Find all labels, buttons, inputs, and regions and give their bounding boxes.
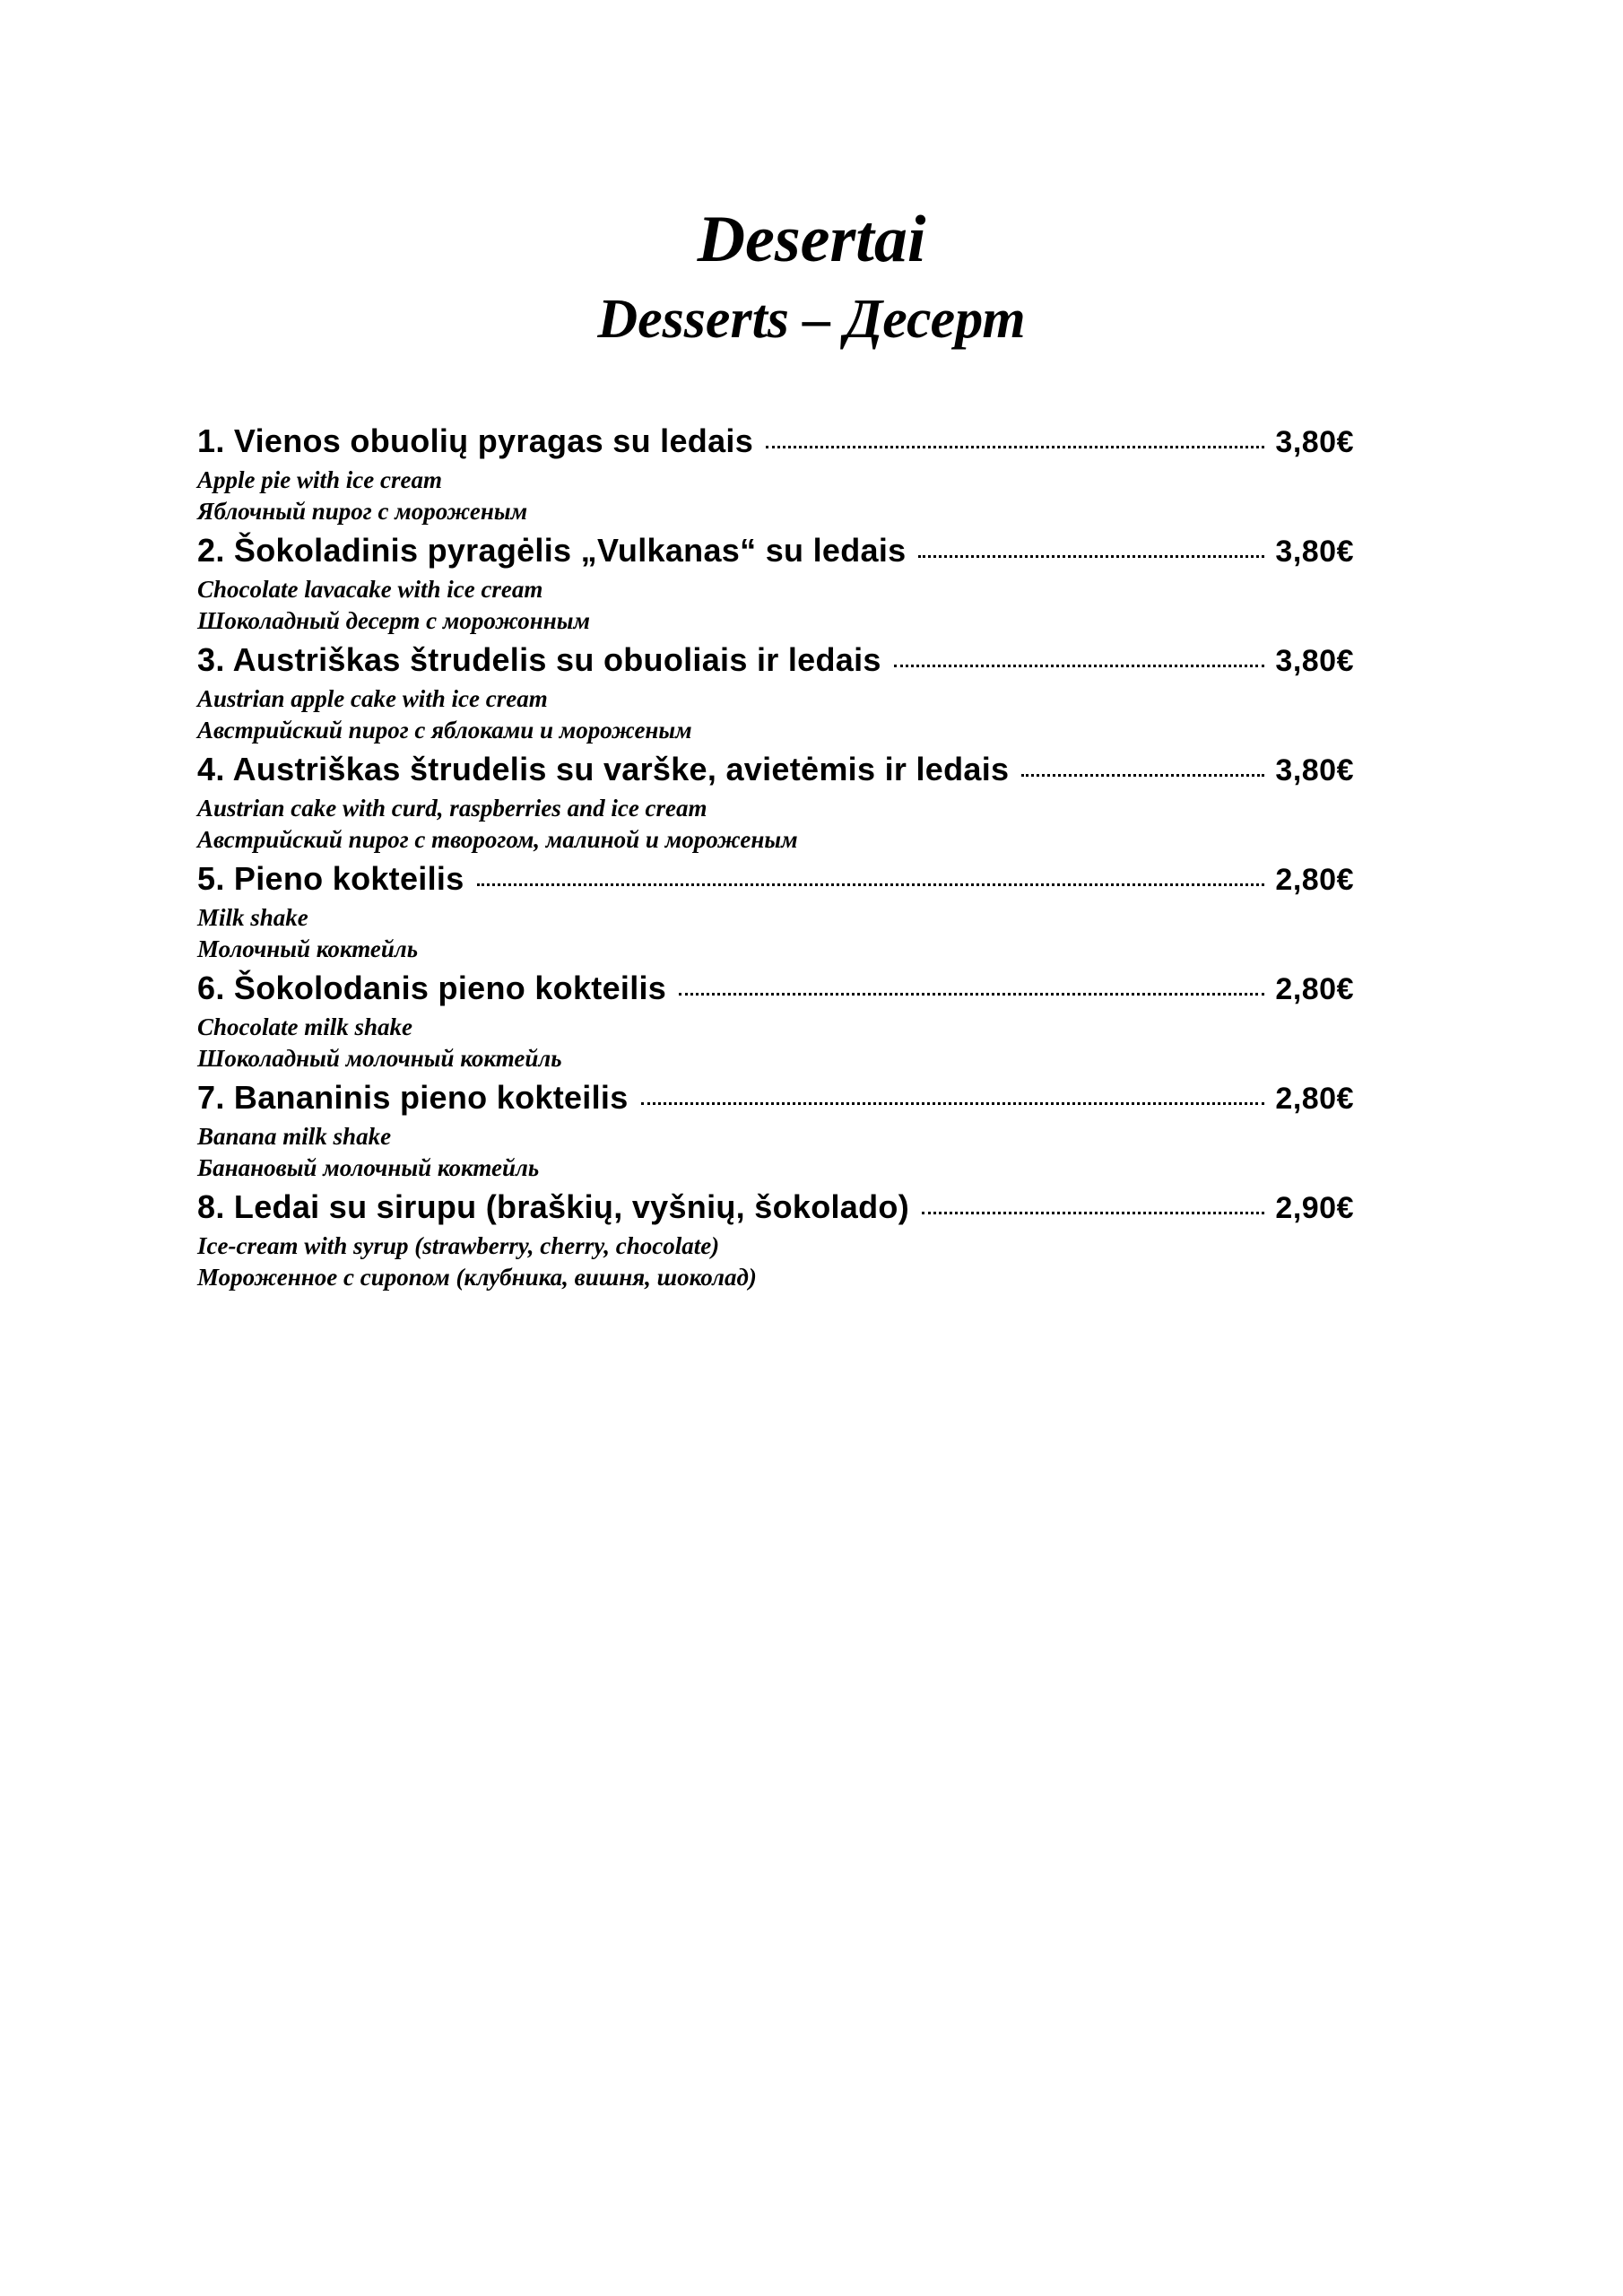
menu-item-price: 2,80€: [1275, 972, 1354, 1006]
dotted-leader: [641, 1102, 1265, 1105]
dotted-leader: [918, 555, 1264, 558]
menu-item: [197, 965, 1363, 1074]
dotted-leader: [766, 446, 1264, 448]
menu-item-price: 3,80€: [1275, 535, 1354, 569]
menu-item-name: 2. Šokoladinis pyragėlis „Vulkanas“ su ledais: [197, 532, 907, 569]
dotted-leader: [477, 883, 1265, 886]
menu-item-english: Ice-cream with syrup (strawberry, cherry, chocolate): [197, 1232, 720, 1259]
menu-item-name: 6. Šokolodanis pieno kokteilis: [197, 970, 667, 1006]
menu-item-row: [197, 856, 1354, 902]
menu-item: [197, 856, 1363, 965]
menu-item: [197, 746, 1363, 856]
page-title: Desertai: [697, 203, 926, 276]
menu-item-row: [197, 1074, 1354, 1121]
menu-item-name: 1. Vienos obuolių pyragas su ledais: [197, 422, 754, 459]
dotted-leader: [1021, 774, 1264, 777]
menu-item: [197, 527, 1363, 637]
page-subtitle: Desserts – Десерт: [597, 289, 1026, 350]
dotted-leader: [679, 993, 1264, 996]
menu-item-row: [197, 746, 1354, 793]
menu-item-name: 4. Austriškas štrudelis su varške, avietėmis ir ledais: [197, 751, 1010, 787]
menu-item-russian: Яблочный пирог с мороженым: [197, 498, 528, 525]
menu-item-russian: Молочный коктейль: [197, 935, 419, 962]
menu-item-price: 3,80€: [1275, 644, 1354, 678]
menu-item-russian: Банановый молочный коктейль: [197, 1154, 540, 1181]
menu-item: [197, 1074, 1363, 1184]
menu-item-russian: Шоколадный десерт с морожонным: [197, 607, 590, 634]
menu-item-english: Milk shake: [197, 904, 308, 931]
dotted-leader: [922, 1212, 1264, 1214]
menu-item-price: 2,80€: [1275, 1082, 1354, 1116]
menu-item-row: [197, 637, 1354, 683]
menu-item-english: Chocolate milk shake: [197, 1013, 413, 1040]
menu-item: [197, 418, 1363, 527]
menu-item: [197, 1184, 1363, 1293]
menu-item-english: Apple pie with ice cream: [197, 466, 442, 493]
menu-item-price: 2,80€: [1275, 863, 1354, 897]
menu-item-russian: Австрийский пирог с яблоками и мороженым: [197, 717, 692, 744]
menu-item-row: [197, 418, 1354, 465]
menu-item-name: 3. Austriškas štrudelis su obuoliais ir ledais: [197, 641, 881, 678]
menu-item-english: Banana milk shake: [197, 1123, 392, 1150]
menu-item-row: [197, 527, 1354, 574]
menu-item-name: 7. Bananinis pieno kokteilis: [197, 1079, 629, 1116]
menu-item-russian: Шоколадный молочный коктейль: [197, 1045, 562, 1072]
menu-item-name: 5. Pieno kokteilis: [197, 860, 464, 897]
dotted-leader: [894, 665, 1265, 667]
menu-item-price: 2,90€: [1275, 1191, 1354, 1225]
menu-item-row: [197, 1184, 1354, 1231]
menu-item-english: Austrian apple cake with ice cream: [197, 685, 548, 712]
menu-item-price: 3,80€: [1275, 753, 1354, 787]
menu-item-russian: Мороженное с сиропом (клубника, вишня, шоколад): [197, 1264, 757, 1291]
menu-item-price: 3,80€: [1275, 425, 1354, 459]
menu-item-name: 8. Ledai su sirupu (braškių, vyšnių, šokolado): [197, 1188, 909, 1225]
menu-item-row: [197, 965, 1354, 1012]
menu-item-english: Austrian cake with curd, raspberries and ice cream: [197, 795, 707, 822]
menu-item-english: Chocolate lavacake with ice cream: [197, 576, 543, 603]
menu-item: [197, 637, 1363, 746]
menu-item-russian: Австрийский пирог с творогом, малиной и мороженым: [197, 826, 798, 853]
dessert-menu-list: [197, 418, 1363, 1293]
